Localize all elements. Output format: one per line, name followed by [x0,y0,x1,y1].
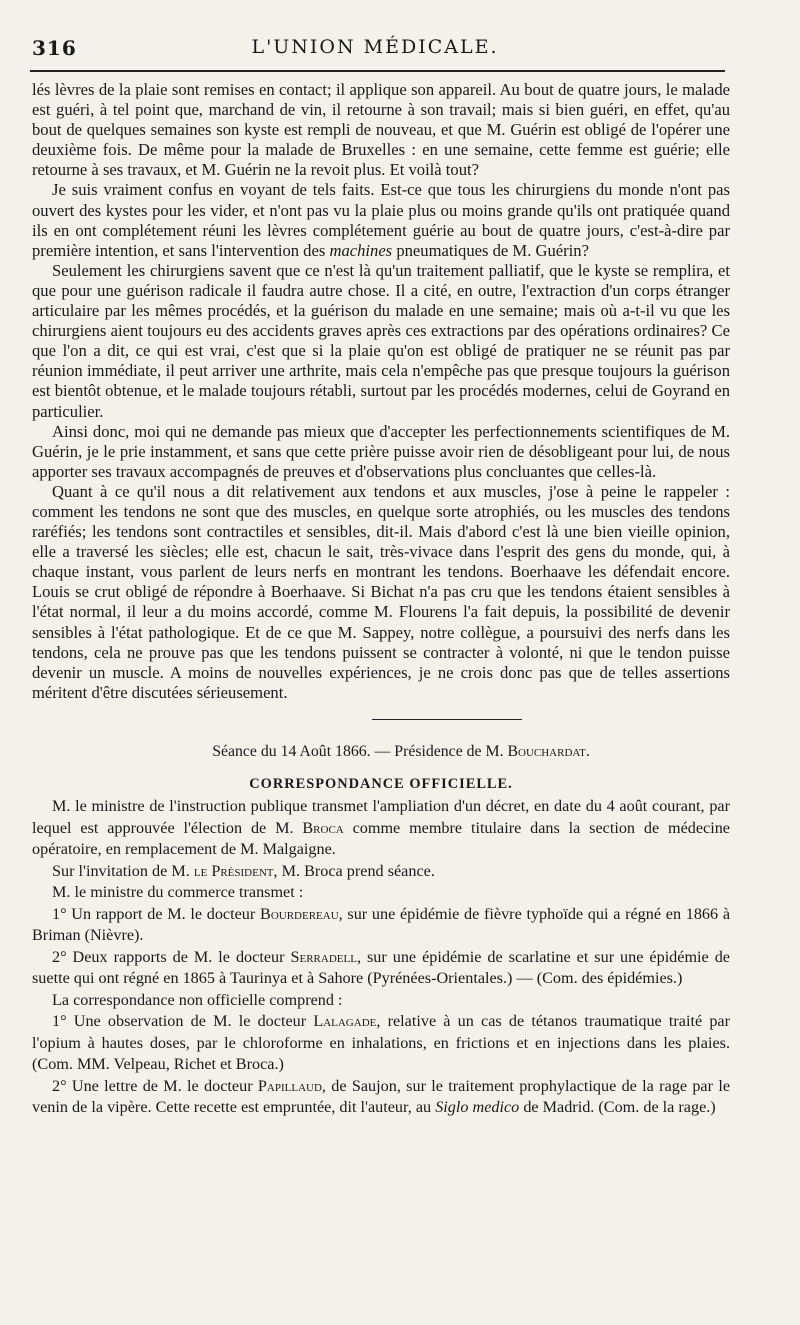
item-4-italic: Siglo medico [435,1098,520,1117]
item-4-mid: , de Saujon, sur le traitement prophylactique de la rage par le venin de la vipère. Cette recette est empruntée, dit l'auteur, au [32,1076,730,1117]
item-3-post: , relative à un cas de tétanos traumatique traité par l'opium à hautes doses, par le chloroforme en inhalations, en frictions et en injections dans les plaies. (Com. MM. Velpeau, Richet et Broca.) [32,1012,731,1074]
running-title: L'UNION MÉDICALE. [251,36,499,58]
minister-post: comme membre titulaire dans la section de médecine opératoire, en remplacement de M. Malgaigne. [32,818,730,859]
item-4 [32,1076,730,1119]
paragraph-2-text: Je suis vraiment confus en voyant de tels faits. Est-ce que tous les chirurgiens du monde n'ont pas ouvert des kystes pour les vider, et n'ont pas vu la plaie plus ou moins grande qu'ils ont pratiquée quand ils en ont complétement réuni les lèvres complétement guérie au bout de quatre jours, c'est-à-dire par première intention, et sans l'intervention des [32,180,730,260]
page-header [30,36,720,64]
item-1-name: Bourdereau [260,904,339,923]
article-body [32,80,730,1119]
nonofficial-paragraph: La correspondance non officielle comprend : [52,990,343,1009]
item-2-post: , sur une épidémie de scarlatine et sur une épidémie de suette qui ont régné en 1865 à Taurinya et à Sahore (Pyrénées-Orientales.) — (Com. des épidémies.) [32,947,730,988]
minister-paragraph [32,796,730,861]
item-1-pre: 1° Un rapport de M. le docteur [52,904,256,923]
correspondence-heading: CORRESPONDANCE OFFICIELLE. [249,776,513,792]
item-3 [32,1011,730,1076]
seance-text: Séance du 14 Août 1866. — Présidence de M. [212,742,504,760]
minister-pre: M. le ministre de l'instruction publique transmet l'ampliation d'un décret, en date du 4 août courant, par lequel est approuvée l'élection de M. [32,797,730,837]
item-1 [32,904,730,947]
paragraph-5: Quant à ce qu'il nous a dit relativement aux tendons et aux muscles, j'ose à peine le rappeler : comment les tendons ne sont que des muscles, en quelque sorte atrophiés, ou les muscles des tendons raréfiés; les tendons sont contractiles et sensibles, dit-il. Mais d'abord c'est là une bien vieille opinion, elle a traversé les siècles; elle est, chacun le sait, très-vivace dans l'esprit des gens du monde, qui, à chaque instant, vous parlent de leurs nerfs en montrant les tendons. Boerhaave les défendait encore. Louis se crut obligé de répondre à Boerhaave. Si Bichat n'a pas cru que les tendons étaient sensibles à l'état normal, il leur a du moins accordé, comme M. Flourens l'a fait depuis, la possibilité de devenir sensibles à l'état pathologique. Et de ce que M. Sappey, notre collègue, a poursuivi des nerfs dans les tendons, cela ne prouve pas que les tendons puissent se contracter à volonté, ni que le tendon puisse devenir un muscle. A moins de nouvelles expériences, je ne crois donc pas que de telles assertions méritent d'être discutées sérieusement. [32,481,730,702]
commerce-paragraph: M. le ministre du commerce transmet : [52,883,304,902]
correspondence-section [32,796,730,1119]
item-4-name: Papillaud [257,1076,322,1095]
minister-name: Broca [302,818,344,837]
seance-heading [32,742,730,762]
item-4-post: de Madrid. (Com. de la rage.) [523,1098,716,1117]
section-divider [372,719,522,720]
paragraph-2-italic: machines [329,240,393,260]
seance-president: Bouchardat. [507,742,590,760]
paragraph-2 [32,180,730,260]
invite-name: le Président [193,861,274,880]
item-2-pre: 2° Deux rapports de M. le docteur [52,947,285,966]
paragraph-2-tail: pneumatiques de M. Guérin? [396,240,589,260]
invite-paragraph [32,861,730,883]
item-3-name: Lalagade [313,1012,377,1031]
paragraph-1: lés lèvres de la plaie sont remises en contact; il applique son appareil. Au bout de quatre jours, le malade est guéri, à tel point que, marchand de vin, il retourne à son travail; mais si bien guéri, en effet, qu'au bout de quelques semaines son kyste est rempli de nouveau, et que M. Guérin est obligé de l'opérer une deuxième fois. De même pour la malade de Bruxelles : en une semaine, cette femme est guérie; elle retourne à ses travaux, et M. Guérin ne la revoit plus. Et voilà tout? [32,80,730,180]
invite-post: , M. Broca prend séance. [273,861,435,880]
paragraph-3: Seulement les chirurgiens savent que ce n'est là qu'un traitement palliatif, que le kyste se remplira, et que pour une guérison radicale il faudra autre chose. Il a cité, en outre, l'extraction d'un corps étranger articulaire par les mêmes procédés, et la guérison du malade en une semaine; mais où a-t-il vu que les chirurgiens aient toujours eu des accidents graves après ces extractions par des opérations ordinaires? Ce que l'on a dit, ce qui est vrai, c'est que si la plaie qu'on est obligé de pratiquer ne se réunit pas par réunion immédiate, il peut arriver une arthrite, mais cela n'empêche pas que presque toujours la guérison est bientôt obtenue, et le malade toujours rétabli, surtout par les procédés modernes, celui de Goyrand en particulier. [32,260,730,421]
page-number: 316 [32,36,77,60]
item-3-pre: 1° Une observation de M. le docteur [52,1012,307,1031]
invite-pre: Sur l'invitation de M. [52,861,190,880]
item-4-pre: 2° Une lettre de M. le docteur [52,1076,253,1095]
paragraph-4: Ainsi donc, moi qui ne demande pas mieux que d'accepter les perfectionnements scientifiques de M. Guérin, je le prie instamment, et sans que cette prière puisse avoir rien de désobligeant pour lui, de nous apporter ses travaux accompagnés de preuves et d'observations plus concluantes que celles-là. [32,421,730,481]
item-2 [32,947,730,990]
header-rule [30,70,725,72]
item-1-post: , sur une épidémie de fièvre typhoïde qui a régné en 1866 à Briman (Nièvre). [32,904,731,945]
item-2-name: Serradell [290,947,357,966]
